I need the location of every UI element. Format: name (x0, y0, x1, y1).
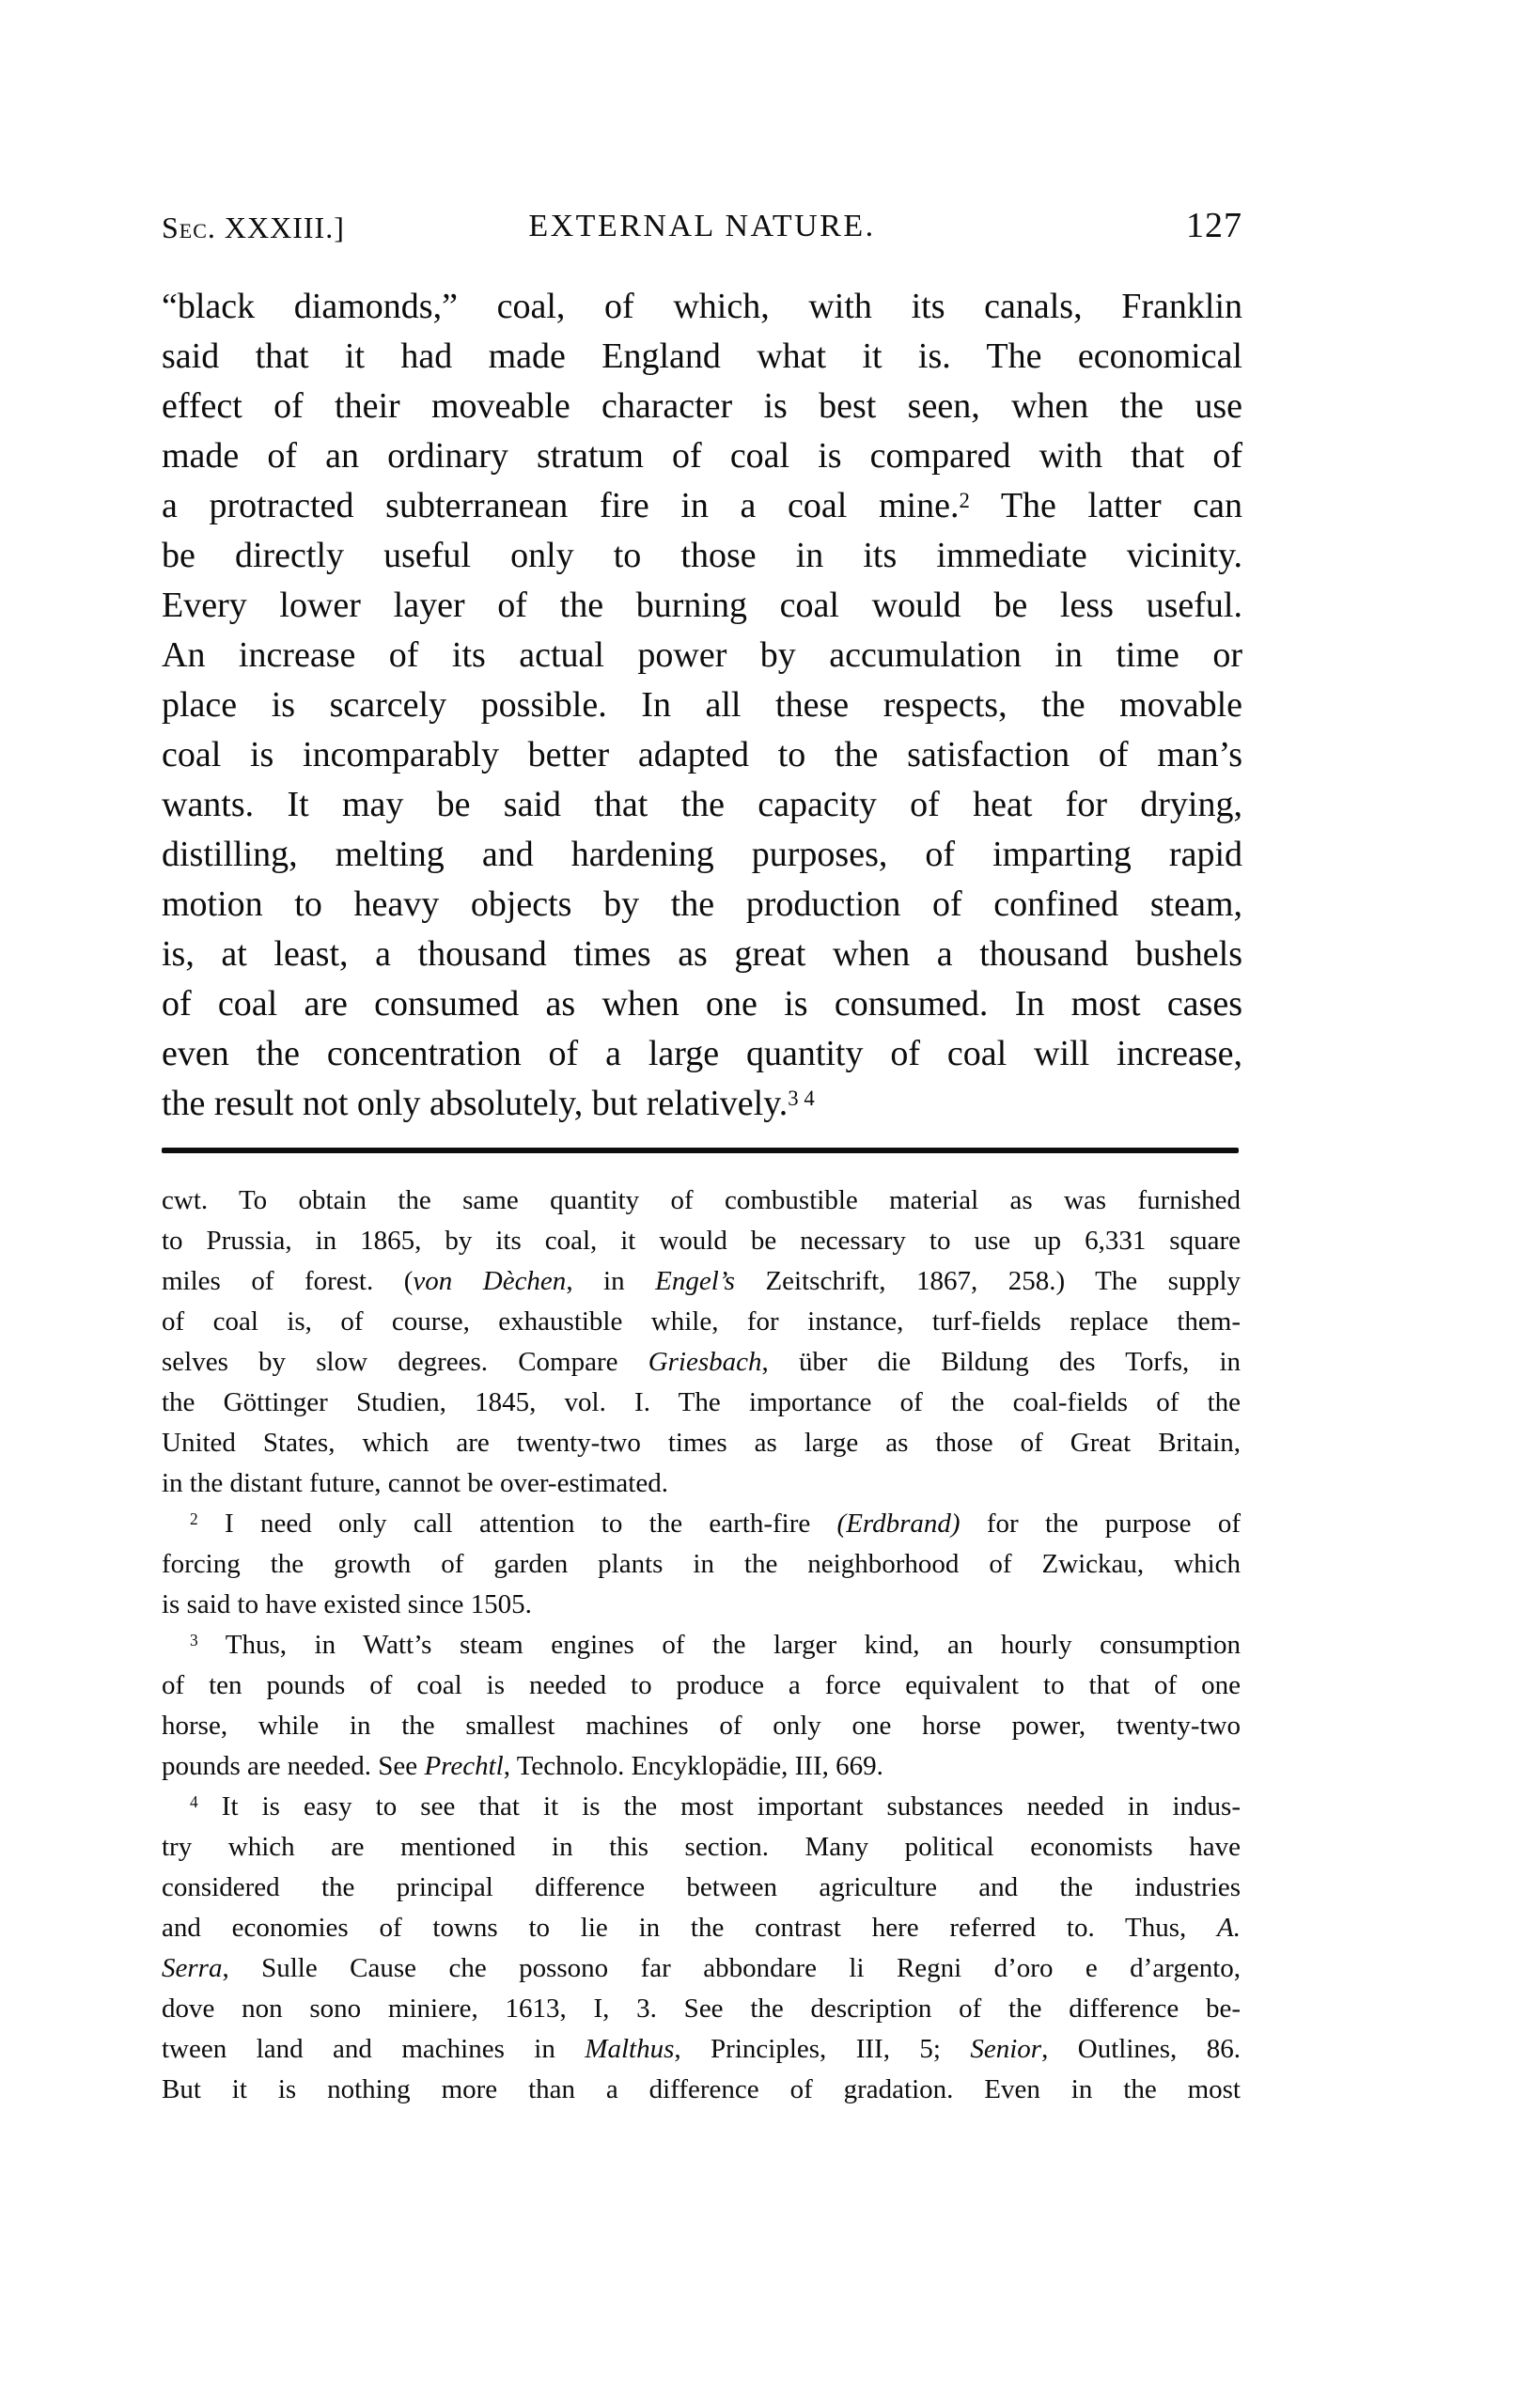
text-line: the result not only absolutely, but relatively.$^{3 4}$ (162, 1084, 815, 1123)
footnotes-text (162, 1181, 1241, 2110)
text-line: be directly useful only to those in its immediate vicinity. (162, 536, 1242, 575)
text-line: is said to have existed since 1505. (162, 1589, 532, 1619)
text-line: “black diamonds,” coal, of which, with its canals, Franklin (162, 287, 1242, 326)
body-text (162, 282, 1242, 1129)
text-line: motion to heavy objects by the production of confined steam, (162, 884, 1242, 924)
text-line: the Göttinger Studien, 1845, vol. I. The importance of the coal-fields of the (162, 1387, 1241, 1417)
text-line: try which are mentioned in this section. Many political economists have (162, 1832, 1241, 1862)
text-line: $^4$ It is easy to see that it is the most important substances needed in indus- (190, 1791, 1241, 1822)
text-line: a protracted subterranean fire in a coal mine.$^2$ The latter can (162, 486, 1242, 525)
text-line: even the concentration of a large quantity of coal will increase, (162, 1034, 1242, 1073)
running-header (162, 205, 1242, 254)
text-line: But it is nothing more than a difference of gradation. Even in the most (162, 2074, 1241, 2104)
text-line: to Prussia, in 1865, by its coal, it would be necessary to use up 6,331 square (162, 1226, 1241, 1256)
footnote-divider (162, 1148, 1239, 1153)
text-line: horse, while in the smallest machines of only one horse power, twenty-two (162, 1711, 1241, 1741)
page-number: 127 (1186, 206, 1242, 245)
text-line: United States, which are twenty-two times as large as those of Great Britain, (162, 1428, 1241, 1458)
footnote-ref: 2 (959, 488, 970, 512)
text-line: $^3$ Thus, in Watt’s steam engines of the larger kind, an hourly consumption (190, 1630, 1241, 1660)
text-line: said that it had made England what it is. The economical (162, 336, 1242, 376)
text-line: selves by slow degrees. Compare Griesbach, über die Bildung des Torfs, in (162, 1347, 1242, 1377)
text-line: dove non sono miniere, 1613, I, 3. See the description of the difference be- (162, 1994, 1241, 2024)
text-line: miles of forest. (von Dèchen, in Engel’s Zeitschrift, 1867, 258.) The supply (162, 1266, 1242, 1296)
text-line: is, at least, a thousand times as great when a thousand bushels (162, 934, 1242, 974)
footnote-ref: 2 (190, 1509, 198, 1529)
footnote-ref: 3 4 (788, 1086, 815, 1110)
section-label: Sec. XXXIII.] (162, 211, 345, 244)
text-line: of coal is, of course, exhaustible while, for instance, turf-fields replace them- (162, 1306, 1241, 1337)
footnote-ref: 4 (190, 1792, 198, 1812)
text-line: pounds are needed. See Prechtl, Technolo. Encyklopädie, III, 669. (162, 1751, 883, 1781)
text-line: $^2$ I need only call attention to the earth-fire (Erdbrand) for the purpose of (190, 1509, 1241, 1539)
text-line: of ten pounds of coal is needed to produce a force equivalent to that of one (162, 1670, 1241, 1700)
text-line: distilling, melting and hardening purposes, of imparting rapid (162, 835, 1242, 874)
text-line: in the distant future, cannot be over-estimated. (162, 1468, 668, 1498)
text-line: considered the principal difference between agriculture and the industries (162, 1872, 1241, 1902)
text-line: coal is incomparably better adapted to the satisfaction of man’s (162, 735, 1242, 774)
text-line: and economies of towns to lie in the contrast here referred to. Thus, A. (162, 1913, 1241, 1943)
text-line: place is scarcely possible. In all these respects, the movable (162, 685, 1242, 725)
text-line: wants. It may be said that the capacity of heat for drying, (162, 785, 1242, 824)
footnote-ref: 3 (190, 1631, 198, 1650)
text-line: Every lower layer of the burning coal would be less useful. (162, 586, 1242, 625)
text-line: An increase of its actual power by accumulation in time or (162, 635, 1242, 675)
text-line: of coal are consumed as when one is consumed. In most cases (162, 984, 1242, 1024)
text-line: tween land and machines in Malthus, Principles, III, 5; Senior, Outlines, 86. (162, 2034, 1241, 2064)
text-line: Serra, Sulle Cause che possono far abbondare li Regni d’oro e d’argento, (162, 1953, 1241, 1983)
text-line: cwt. To obtain the same quantity of combustible material as was furnished (162, 1185, 1241, 1215)
text-line: made of an ordinary stratum of coal is compared with that of (162, 436, 1242, 476)
text-line: forcing the growth of garden plants in the neighborhood of Zwickau, which (162, 1549, 1241, 1579)
text-line: effect of their moveable character is best seen, when the use (162, 386, 1242, 426)
page-title: EXTERNAL NATURE. (528, 209, 876, 243)
